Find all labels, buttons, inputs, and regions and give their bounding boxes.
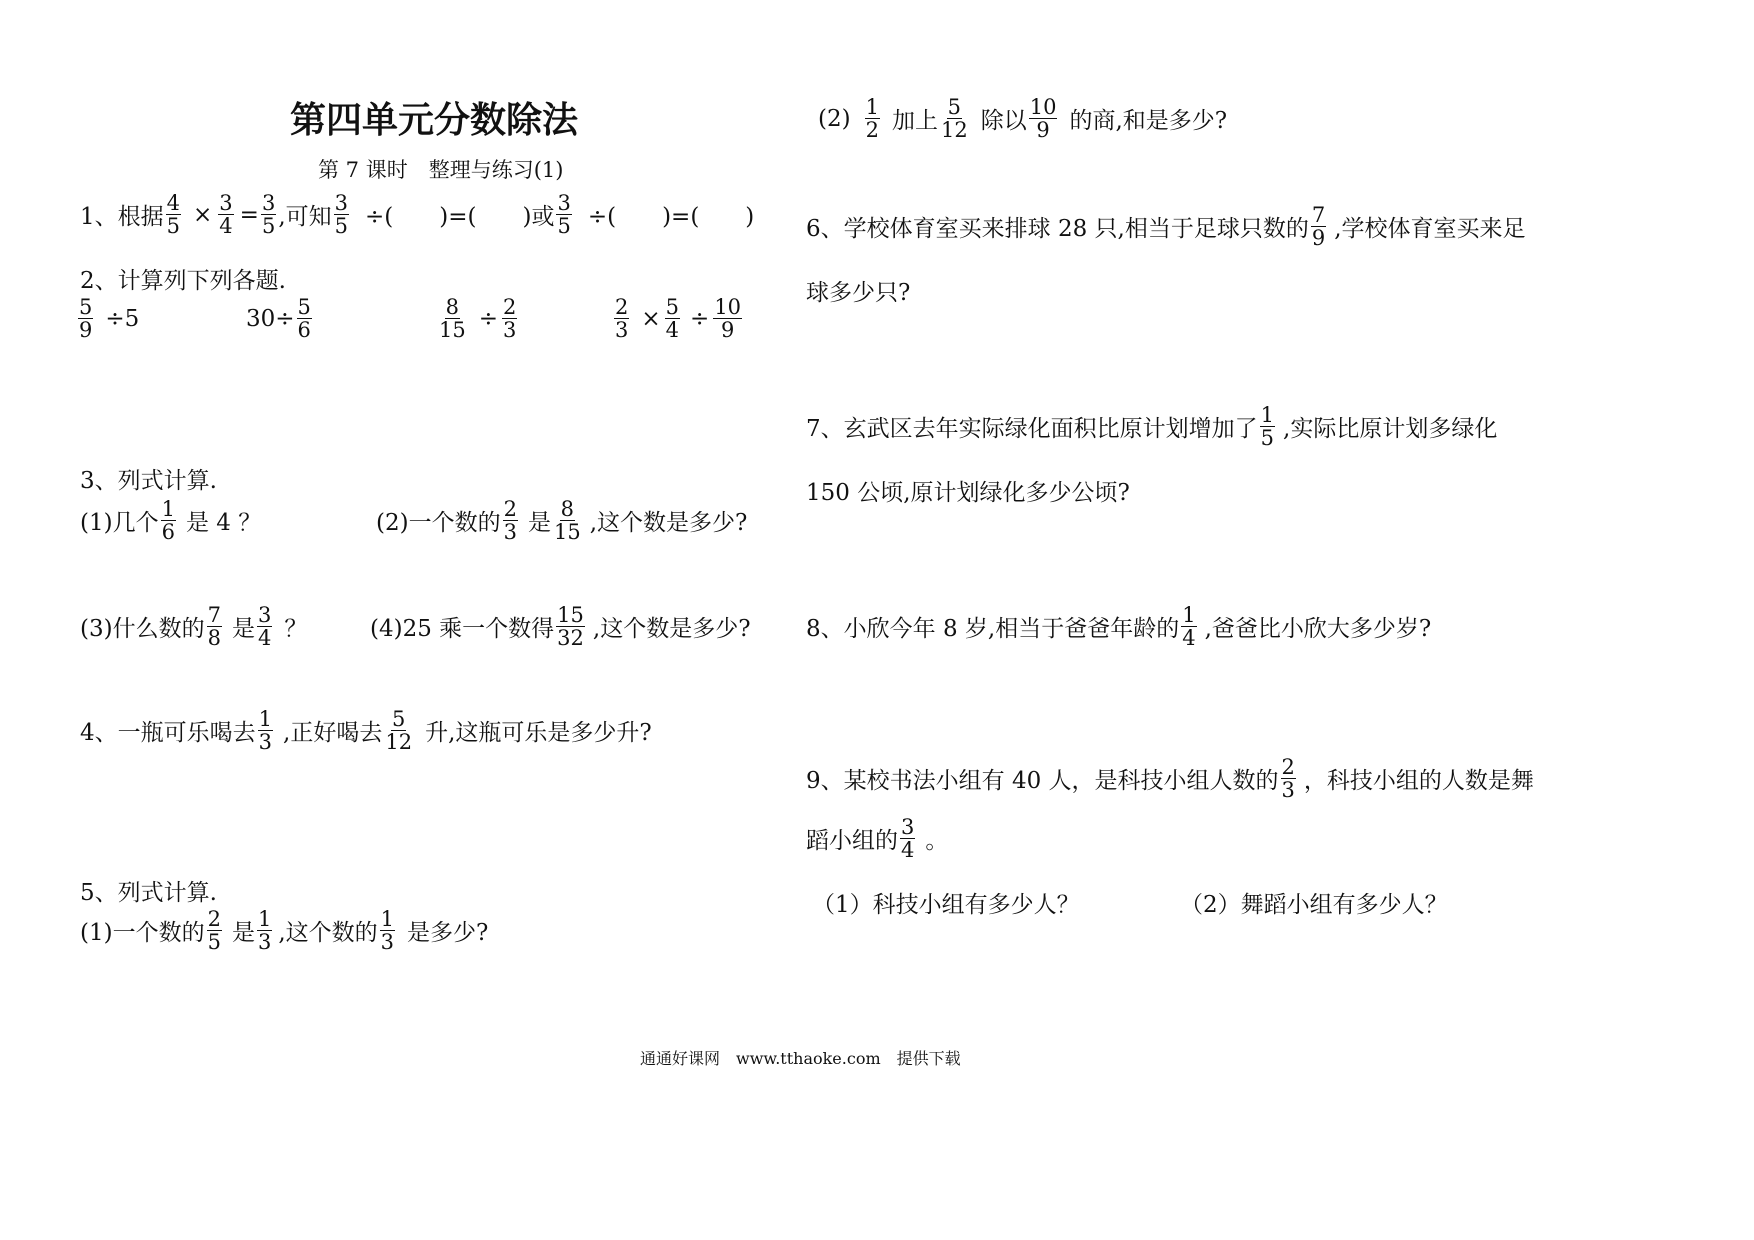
- fraction: $\frac{8}{15}$: [439, 295, 466, 343]
- q9-sub-1: （1）科技小组有多少人？: [812, 892, 1080, 918]
- fraction: $\frac{3}{5}$: [334, 191, 349, 239]
- q1-prefix: 1、根据: [80, 204, 164, 231]
- fraction: $\frac{1}{2}$: [865, 95, 879, 143]
- divide-sign: ÷: [478, 305, 499, 332]
- fraction: $\frac{15}{32}$: [557, 603, 584, 651]
- fraction: $\frac{2}{5}$: [207, 907, 221, 955]
- q5-s2-mid: 加上: [891, 108, 938, 135]
- q9-line2-pre: 蹈小组的: [806, 828, 898, 855]
- q2-p1-rest: ÷5: [105, 305, 140, 332]
- question-6-line2: 球多少只?: [806, 280, 911, 306]
- fraction: $\frac{1}{3}$: [380, 907, 395, 955]
- times-sign: ×: [193, 201, 213, 228]
- q1-mid: ,可知: [278, 204, 332, 231]
- q2-problem-1: [76, 296, 139, 341]
- question-5-label: 5、列式计算.: [80, 880, 217, 906]
- q3-s4-post: ,这个数是多少?: [592, 616, 751, 643]
- q5-s2-mid2: 除以: [980, 108, 1027, 135]
- q4-pre: 4、一瓶可乐喝去: [80, 720, 256, 747]
- fraction: $\frac{10}{9}$: [1029, 95, 1057, 143]
- q7-pre: 7、玄武区去年实际绿化面积比原计划增加了: [806, 416, 1258, 443]
- q3-s1-post: 是 4 ？: [185, 510, 262, 537]
- q2-problem-3: [436, 296, 519, 341]
- q3-sub-3: [80, 604, 307, 649]
- q7-post: ,实际比原计划多绿化: [1283, 416, 1498, 443]
- fraction: $\frac{5}{6}$: [297, 295, 311, 343]
- equals-sign: =: [239, 201, 259, 228]
- q3-s2-post: ,这个数是多少?: [589, 510, 748, 537]
- fraction: $\frac{1}{3}$: [257, 907, 272, 955]
- fraction: $\frac{3}{5}$: [557, 191, 571, 239]
- question-6: [806, 204, 1526, 249]
- q6-pre: 6、学校体育室买来排球 28 只,相当于足球只数的: [806, 216, 1309, 243]
- q5-s1-pre: (1)一个数的: [80, 920, 205, 947]
- q9-line2-post: 。: [925, 828, 949, 855]
- page-title: 第四单元分数除法: [290, 100, 579, 141]
- q5-sub-2: [818, 96, 1227, 141]
- question-1: [80, 192, 754, 237]
- q2-problem-2: [246, 296, 314, 341]
- q3-s1-pre: (1)几个: [80, 510, 159, 537]
- q6-post: ,学校体育室买来足: [1334, 216, 1526, 243]
- fraction: $\frac{7}{9}$: [1311, 203, 1326, 251]
- q3-s3-pre: (3)什么数的: [80, 616, 205, 643]
- q3-s2-mid: 是: [527, 510, 551, 537]
- q5-s1-mid: 是: [231, 920, 255, 947]
- q4-mid: ,正好喝去: [283, 720, 383, 747]
- question-3-label: 3、列式计算.: [80, 468, 217, 494]
- fraction: $\frac{3}{4}$: [219, 191, 233, 239]
- q3-s3-post: ？: [284, 616, 308, 643]
- fraction: $\frac{1}{6}$: [161, 497, 175, 545]
- fraction: $\frac{4}{5}$: [166, 191, 181, 239]
- question-7-line2: 150 公顷,原计划绿化多少公顷?: [806, 480, 1130, 506]
- fraction: $\frac{3}{4}$: [901, 815, 915, 863]
- q9-pre: 9、某校书法小组有 40 人，是科技小组人数的: [806, 768, 1279, 795]
- q3-s3-mid: 是: [231, 616, 255, 643]
- q1-blank-2: ÷( )=( ): [587, 204, 755, 231]
- q3-sub-1: [80, 498, 261, 543]
- q5-s1-post: 是多少?: [407, 920, 489, 947]
- q5-sub-1: [80, 908, 488, 953]
- fraction: $\frac{5}{12}$: [940, 95, 968, 143]
- question-8: [806, 604, 1431, 649]
- times-sign: ×: [641, 305, 661, 332]
- q8-post: ,爸爸比小欣大多少岁?: [1204, 616, 1432, 643]
- q4-post: 升,这瓶可乐是多少升?: [425, 720, 652, 747]
- fraction: $\frac{10}{9}$: [714, 295, 742, 343]
- question-9: [806, 756, 1534, 801]
- q2-p2-pre: 30÷: [246, 305, 295, 332]
- q5-s1-mid2: ,这个数的: [278, 920, 378, 947]
- fraction: $\frac{1}{3}$: [258, 707, 273, 755]
- q9-post: ，科技小组的人数是舞: [1303, 768, 1534, 795]
- question-4: [80, 708, 652, 753]
- q5-s2-pre: (2): [818, 105, 851, 132]
- fraction: $\frac{5}{4}$: [665, 295, 680, 343]
- question-9-line2: [806, 816, 948, 861]
- fraction: $\frac{5}{12}$: [385, 707, 413, 755]
- fraction: $\frac{3}{5}$: [261, 191, 276, 239]
- fraction: $\frac{8}{15}$: [553, 497, 581, 545]
- fraction: $\frac{2}{3}$: [503, 295, 517, 343]
- q3-sub-4: [370, 604, 751, 649]
- q8-pre: 8、小欣今年 8 岁,相当于爸爸年龄的: [806, 616, 1180, 643]
- question-7: [806, 404, 1497, 449]
- fraction: $\frac{7}{8}$: [207, 603, 221, 651]
- lesson-subtitle: 第 7 课时 整理与练习(1): [318, 158, 564, 182]
- fraction: $\frac{2}{3}$: [615, 295, 629, 343]
- q5-s2-post: 的商,和是多少?: [1069, 108, 1228, 135]
- fraction: $\frac{3}{4}$: [257, 603, 272, 651]
- divide-sign: ÷: [690, 305, 710, 332]
- fraction: $\frac{2}{3}$: [503, 497, 517, 545]
- q1-blank-1: ÷( )=( )或: [365, 204, 555, 231]
- fraction: $\frac{2}{3}$: [1281, 755, 1295, 803]
- q2-problem-4: [612, 296, 744, 341]
- fraction: $\frac{5}{9}$: [79, 295, 93, 343]
- q3-s4-pre: (4)25 乘一个数得: [370, 616, 555, 643]
- q9-sub-2: （2）舞蹈小组有多少人？: [1180, 892, 1448, 918]
- footer-source: 通通好课网 www.tthaoke.com 提供下载: [640, 1049, 961, 1068]
- question-2-label: 2、计算列下列各题.: [80, 268, 286, 294]
- fraction: $\frac{1}{4}$: [1182, 603, 1196, 651]
- q3-sub-2: [376, 498, 747, 543]
- fraction: $\frac{1}{5}$: [1260, 403, 1275, 451]
- q3-s2-pre: (2)一个数的: [376, 510, 501, 537]
